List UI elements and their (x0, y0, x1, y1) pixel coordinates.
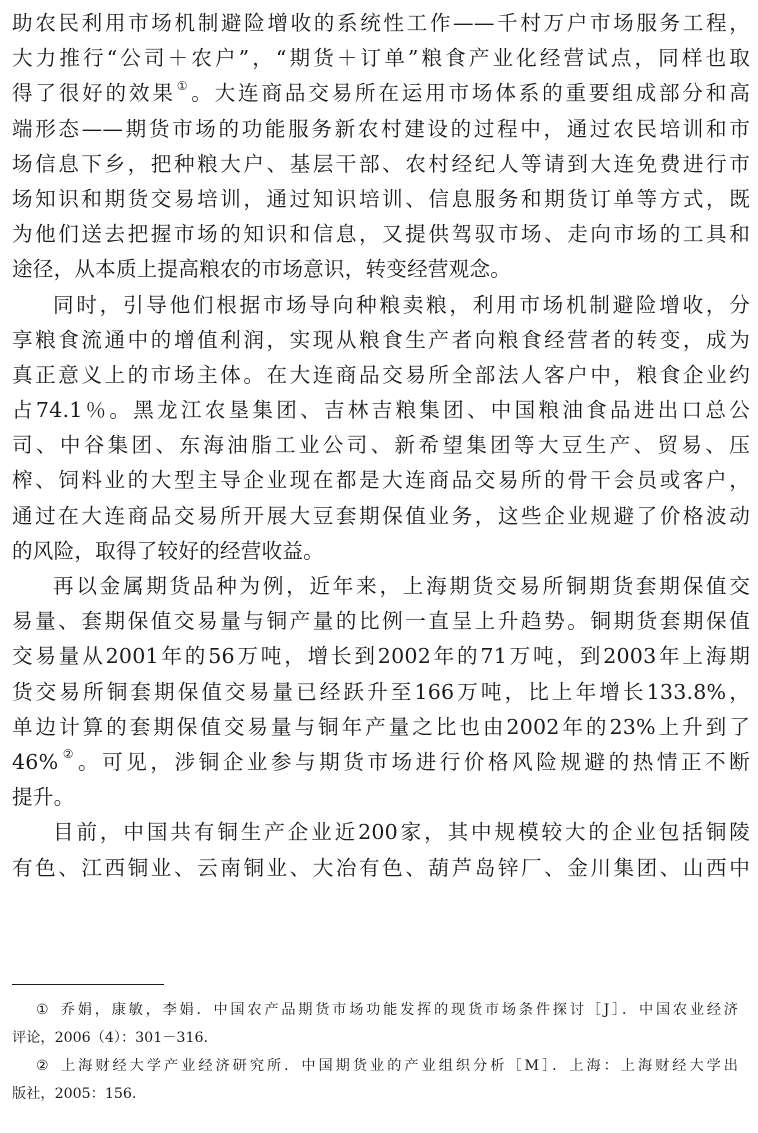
text-line: 榨、饲料业的大型主导企业现在都是大连商品交易所的骨干会员或客户， (12, 468, 750, 493)
paragraph (12, 569, 750, 815)
text-line: 真正意义上的市场主体。在大连商品交易所全部法人客户中，粮食企业约 (12, 362, 750, 387)
footnote-line: 评论，2006（4）：301－316. (12, 1030, 209, 1046)
footnote-marker: ① (36, 1002, 49, 1018)
body-text (12, 6, 750, 886)
text-line: 享粮食流通中的增值利润，实现从粮食生产者向粮食经营者的转变，成为 (12, 327, 750, 352)
paragraph (12, 6, 750, 288)
text-line: 交易量从2001年的56万吨，增长到2002年的71万吨，到2003年上海期 (12, 644, 750, 669)
footnote-marker: ② (36, 1058, 49, 1074)
text-line: 货交易所铜套期保值交易量已经跃升至166万吨，比上年增长133.8%， (12, 679, 750, 704)
text-line: 场知识和期货交易培训，通过知识培训、信息服务和期货订单等方式，既 (12, 186, 750, 211)
text-line: 再以金属期货品种为例，近年来，上海期货交易所铜期货套期保值交 (53, 574, 750, 598)
footnote-line (12, 996, 738, 1024)
footnotes (12, 996, 738, 1108)
text-run: 46% (12, 749, 59, 774)
footnote-line (12, 1052, 738, 1080)
paragraph (12, 288, 750, 570)
text-line: 端形态——期货市场的功能服务新农村建设的过程中，通过农民培训和市 (12, 116, 750, 141)
text-line: 占74.1％。黑龙江农垦集团、吉林吉粮集团、中国粮油食品进出口总公 (12, 398, 750, 423)
text-line (12, 76, 750, 111)
footnote-text: 上海财经大学产业经济研究所．中国期货业的产业组织分析［M］．上海：上海财经大学出 (58, 1058, 738, 1074)
text-line: 助农民利用市场机制避险增收的系统性工作——千村万户市场服务工程， (12, 11, 750, 35)
text-line: 通过在大连商品交易所开展大豆套期保值业务，这些企业规避了价格波动 (12, 503, 750, 528)
footnote-item (12, 1052, 738, 1108)
text-line: 易量、套期保值交易量与铜产量的比例一直呈上升趋势。铜期货套期保值 (12, 609, 750, 634)
footnote-reference[interactable]: ② (59, 747, 77, 762)
footnote-item (12, 996, 738, 1052)
text-line: 目前，中国共有铜生产企业近200家，其中规模较大的企业包括铜陵 (53, 820, 750, 845)
text-line: 司、中谷集团、东海油脂工业公司、新希望集团等大豆生产、贸易、压 (12, 433, 750, 458)
text-line: 的风险，取得了较好的经营收益。 (12, 538, 324, 563)
footnote-text: 乔娟，康敏，李娟．中国农产品期货市场功能发挥的现货市场条件探讨［J］．中国农业经济 (58, 1002, 738, 1018)
text-run: 。可见，涉铜企业参与期货市场进行价格风险规避的热情正不断 (77, 749, 750, 774)
text-line: 为他们送去把握市场的知识和信息，又提供驾驭市场、走向市场的工具和 (12, 222, 750, 247)
footnote-line: 版社，2005：156. (12, 1086, 137, 1102)
text-run: 得了很好的效果 (12, 81, 176, 106)
text-line: 大力推行“公司＋农户”，“期货＋订单”粮食产业化经营试点，同样也取 (12, 46, 750, 71)
paragraph (12, 815, 750, 885)
footnote-divider (12, 984, 164, 985)
footnote-reference[interactable]: ① (176, 78, 191, 93)
text-line: 场信息下乡，把种粮大户、基层干部、农村经纪人等请到大连免费进行市 (12, 151, 750, 176)
text-line: 单边计算的套期保值交易量与铜年产量之比也由2002年的23%上升到了 (12, 714, 750, 739)
text-run: 。大连商品交易所在运用市场体系的重要组成部分和高 (191, 81, 750, 106)
text-line (12, 745, 750, 780)
text-line: 有色、江西铜业、云南铜业、大冶有色、葫芦岛锌厂、金川集团、山西中 (12, 855, 750, 880)
text-line: 途径，从本质上提高粮农的市场意识，转变经营观念。 (12, 257, 512, 282)
text-line: 同时，引导他们根据市场导向种粮卖粮，利用市场机制避险增收，分 (53, 292, 750, 317)
text-line: 提升。 (12, 785, 75, 810)
